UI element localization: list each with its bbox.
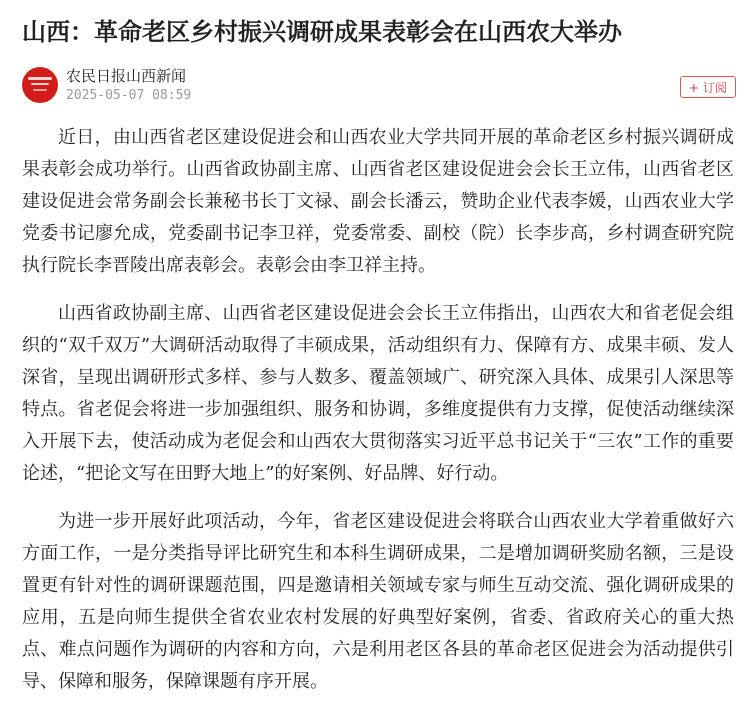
article-title: 山西：革命老区乡村振兴调研成果表彰会在山西农大举办 bbox=[22, 18, 622, 46]
newspaper-logo-icon[interactable] bbox=[22, 67, 58, 103]
source-name[interactable]: 农民日报山西新闻 bbox=[66, 67, 187, 85]
plus-icon: + bbox=[688, 81, 699, 95]
subscribe-button[interactable] bbox=[680, 76, 736, 98]
publish-time: 2025-05-07 08:59 bbox=[66, 88, 192, 103]
paragraph-2: 山西省政协副主席、山西省老区建设促进会会长王立伟指出，山西农大和省老促会组织的“双千双万”大调研活动取得了丰硕成果，活动组织有力、保障有方、成果丰硕、发人深省，呈现出调研形式多样、参与人数多、覆盖领域广、研究深入具体、成果引人深思等特点。省老促会将进一步加强组织、服务和协调，多维度提供有力支撑，促使活动继续深入开展下去，使活动成为老促会和山西农大贯彻落实习近平总书记关于“三农”工作的重要论述，“把论文写在田野大地上”的好案例、好品牌、好行动。 bbox=[22, 303, 734, 484]
paragraph-1: 近日，由山西省老区建设促进会和山西农业大学共同开展的革命老区乡村振兴调研成果表彰会成功举行。山西省政协副主席、山西省老区建设促进会会长王立伟，山西省老区建设促进会常务副会长兼秘书长丁文禄、副会长潘云，赞助企业代表李媛，山西农业大学党委书记廖允成，党委副书记李卫祥，党委常委、副校（院）长李步高，乡村调查研究院执行院长李晋陵出席表彰会。表彰会由李卫祥主持。 bbox=[22, 127, 734, 276]
logo-mark-middle bbox=[31, 83, 49, 85]
subscribe-label: 订阅 bbox=[702, 81, 727, 95]
logo-mark-bottom bbox=[33, 89, 47, 91]
article-body bbox=[22, 122, 734, 714]
paragraph-3: 为进一步开展好此项活动，今年，省老区建设促进会将联合山西农业大学着重做好六方面工作，一是分类指导评比研究生和本科生调研成果，二是增加调研奖励名额，三是设置更有针对性的调研课题范围，四是邀请相关领域专家与师生互动交流、强化调研成果的应用，五是向师生提供全省农业农村发展的好典型好案例，省委、省政府关心的重大热点、难点问题作为调研的内容和方向，六是利用老区各县的革命老区促进会为活动提供引导、保障和服务，保障课题有序开展。 bbox=[22, 511, 734, 692]
logo-mark-top bbox=[28, 77, 52, 80]
author-row bbox=[22, 64, 738, 108]
